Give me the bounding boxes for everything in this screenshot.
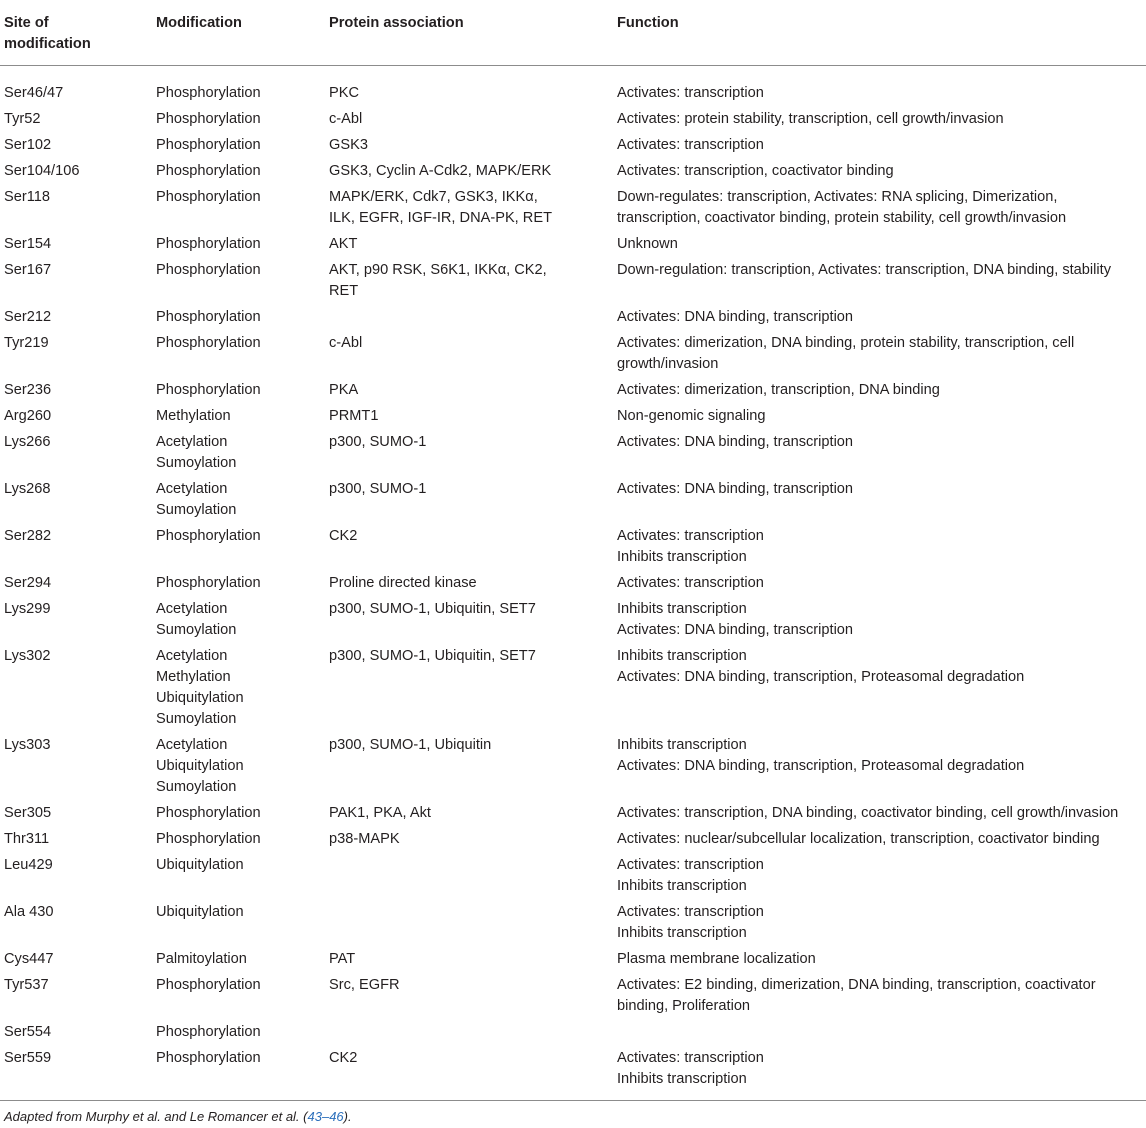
cell-protein-association: Src, EGFR bbox=[329, 977, 400, 993]
cell-function: Activates: transcription Inhibits transcription bbox=[617, 1050, 764, 1087]
cell-protein-association: GSK3 bbox=[329, 137, 368, 153]
table-row bbox=[0, 185, 1146, 232]
table-row bbox=[0, 1046, 1146, 1100]
cell-protein-association: GSK3, Cyclin A-Cdk2, MAPK/ERK bbox=[329, 163, 552, 179]
cell-site: Tyr537 bbox=[4, 977, 49, 993]
cell-function: Inhibits transcription Activates: DNA binding, transcription bbox=[617, 601, 854, 638]
cell-site: Lys303 bbox=[4, 737, 51, 753]
cell-site: Leu429 bbox=[4, 857, 53, 873]
cell-function: Down-regulation: transcription, Activates: transcription, DNA binding, stability bbox=[617, 262, 1111, 278]
table-row bbox=[0, 644, 1146, 733]
cell-protein-association: p300, SUMO-1, Ubiquitin, SET7 bbox=[329, 601, 536, 617]
cell-site: Ser167 bbox=[4, 262, 52, 278]
cell-site: Lys268 bbox=[4, 481, 51, 497]
cell-protein-association: MAPK/ERK, Cdk7, GSK3, IKKα, ILK, EGFR, IGF-IR, DNA-PK, RET bbox=[329, 189, 552, 226]
cell-site: Lys266 bbox=[4, 434, 51, 450]
cell-site: Ser559 bbox=[4, 1050, 52, 1066]
cell-function: Activates: transcription, coactivator binding bbox=[617, 163, 894, 179]
cell-site: Ser46/47 bbox=[4, 85, 64, 101]
cell-protein-association bbox=[325, 900, 613, 947]
cell-site: Lys302 bbox=[4, 648, 51, 664]
cell-protein-association: p38-MAPK bbox=[329, 831, 400, 847]
cell-site: Ser305 bbox=[4, 805, 52, 821]
cell-function: Activates: protein stability, transcription, cell growth/invasion bbox=[617, 111, 1004, 127]
table-row bbox=[0, 801, 1146, 827]
footnote-suffix: ). bbox=[343, 1109, 352, 1124]
table-row bbox=[0, 159, 1146, 185]
header-modification: Modification bbox=[152, 0, 325, 66]
header-function: Function bbox=[613, 0, 1146, 66]
cell-function: Plasma membrane localization bbox=[617, 951, 816, 967]
cell-protein-association: PAT bbox=[329, 951, 356, 967]
table-row bbox=[0, 973, 1146, 1020]
cell-site: Ser294 bbox=[4, 575, 52, 591]
cell-protein-association bbox=[325, 305, 613, 331]
table-row bbox=[0, 733, 1146, 801]
table-row bbox=[0, 477, 1146, 524]
cell-protein-association: c-Abl bbox=[329, 111, 363, 127]
table-row bbox=[0, 305, 1146, 331]
cell-function bbox=[613, 1020, 1146, 1046]
table-row bbox=[0, 947, 1146, 973]
table-row bbox=[0, 524, 1146, 571]
cell-site: Tyr219 bbox=[4, 335, 49, 351]
cell-site: Tyr52 bbox=[4, 111, 41, 127]
cell-site: Cys447 bbox=[4, 951, 54, 967]
table-row bbox=[0, 258, 1146, 305]
cell-modification: Methylation bbox=[156, 408, 231, 424]
cell-function: Activates: dimerization, transcription, DNA binding bbox=[617, 382, 940, 398]
cell-protein-association: Proline directed kinase bbox=[329, 575, 477, 591]
table-row bbox=[0, 66, 1146, 108]
table-row bbox=[0, 404, 1146, 430]
cell-function: Non-genomic signaling bbox=[617, 408, 766, 424]
cell-modification: Phosphorylation bbox=[156, 189, 261, 205]
cell-protein-association: AKT bbox=[329, 236, 358, 252]
cell-function: Inhibits transcription Activates: DNA binding, transcription, Proteasomal degradation bbox=[617, 648, 1025, 685]
cell-function: Activates: transcription bbox=[617, 85, 764, 101]
table-row bbox=[0, 827, 1146, 853]
cell-protein-association bbox=[325, 1020, 613, 1046]
cell-function: Activates: transcription bbox=[617, 137, 764, 153]
table-row bbox=[0, 107, 1146, 133]
cell-function: Activates: DNA binding, transcription bbox=[617, 481, 854, 497]
table-row bbox=[0, 430, 1146, 477]
cell-protein-association: PKC bbox=[329, 85, 360, 101]
table-row bbox=[0, 853, 1146, 900]
cell-modification: Acetylation Sumoylation bbox=[156, 481, 237, 518]
cell-modification: Phosphorylation bbox=[156, 335, 261, 351]
cell-modification: Phosphorylation bbox=[156, 575, 261, 591]
cell-modification: Phosphorylation bbox=[156, 85, 261, 101]
cell-protein-association: AKT, p90 RSK, S6K1, IKKα, CK2, RET bbox=[329, 262, 547, 299]
cell-function: Activates: transcription, DNA binding, coactivator binding, cell growth/invasion bbox=[617, 805, 1119, 821]
cell-function: Activates: transcription Inhibits transcription bbox=[617, 528, 764, 565]
header-protein-association: Protein association bbox=[325, 0, 613, 66]
cell-site: Ser554 bbox=[4, 1024, 52, 1040]
table-row bbox=[0, 597, 1146, 644]
cell-modification: Phosphorylation bbox=[156, 1050, 261, 1066]
cell-modification: Phosphorylation bbox=[156, 831, 261, 847]
table-header bbox=[0, 0, 1146, 66]
cell-site: Ser102 bbox=[4, 137, 52, 153]
cell-modification: Phosphorylation bbox=[156, 805, 261, 821]
cell-function: Inhibits transcription Activates: DNA binding, transcription, Proteasomal degradation bbox=[617, 737, 1025, 774]
table-row bbox=[0, 133, 1146, 159]
cell-function: Activates: transcription Inhibits transcription bbox=[617, 857, 764, 894]
table-footnote bbox=[0, 1101, 1146, 1126]
cell-protein-association: PRMT1 bbox=[329, 408, 379, 424]
cell-site: Thr311 bbox=[4, 831, 50, 847]
cell-protein-association: p300, SUMO-1, Ubiquitin bbox=[329, 737, 492, 753]
cell-function: Activates: dimerization, DNA binding, protein stability, transcription, cell growth/invasion bbox=[617, 335, 1075, 372]
cell-modification: Phosphorylation bbox=[156, 137, 261, 153]
cell-modification: Phosphorylation bbox=[156, 262, 261, 278]
cell-modification: Acetylation Ubiquitylation Sumoylation bbox=[156, 737, 244, 795]
footnote-prefix: Adapted from Murphy et al. and Le Romancer et al. ( bbox=[4, 1109, 308, 1124]
cell-protein-association bbox=[325, 853, 613, 900]
table-body bbox=[0, 66, 1146, 1101]
cell-modification: Acetylation Sumoylation bbox=[156, 601, 237, 638]
cell-modification: Phosphorylation bbox=[156, 528, 261, 544]
cell-modification: Phosphorylation bbox=[156, 236, 261, 252]
cell-site: Ser154 bbox=[4, 236, 52, 252]
table-row bbox=[0, 1020, 1146, 1046]
cell-modification: Acetylation Sumoylation bbox=[156, 434, 237, 471]
cell-modification: Phosphorylation bbox=[156, 382, 261, 398]
cell-modification: Phosphorylation bbox=[156, 163, 261, 179]
cell-modification: Ubiquitylation bbox=[156, 904, 244, 920]
cell-function: Activates: transcription Inhibits transcription bbox=[617, 904, 764, 941]
header-site: Site of modification bbox=[0, 0, 152, 66]
cell-function: Unknown bbox=[617, 236, 678, 252]
cell-function: Activates: DNA binding, transcription bbox=[617, 309, 854, 325]
cell-protein-association: p300, SUMO-1, Ubiquitin, SET7 bbox=[329, 648, 536, 664]
cell-modification: Phosphorylation bbox=[156, 977, 261, 993]
cell-function: Activates: E2 binding, dimerization, DNA binding, transcription, coactivator binding, Proliferation bbox=[617, 977, 1096, 1014]
cell-function: Activates: transcription bbox=[617, 575, 764, 591]
cell-function: Activates: DNA binding, transcription bbox=[617, 434, 854, 450]
cell-site: Lys299 bbox=[4, 601, 51, 617]
cell-site: Arg260 bbox=[4, 408, 52, 424]
table-row bbox=[0, 900, 1146, 947]
cell-protein-association: CK2 bbox=[329, 1050, 358, 1066]
cell-function: Activates: nuclear/subcellular localization, transcription, coactivator binding bbox=[617, 831, 1100, 847]
cell-protein-association: p300, SUMO-1 bbox=[329, 481, 427, 497]
table-row bbox=[0, 571, 1146, 597]
cell-protein-association: PKA bbox=[329, 382, 359, 398]
cell-modification: Phosphorylation bbox=[156, 309, 261, 325]
cell-modification: Phosphorylation bbox=[156, 111, 261, 127]
footnote-reference-link[interactable]: 43–46 bbox=[307, 1109, 344, 1124]
table-row bbox=[0, 232, 1146, 258]
cell-protein-association: p300, SUMO-1 bbox=[329, 434, 427, 450]
cell-modification: Palmitoylation bbox=[156, 951, 247, 967]
header-row bbox=[0, 0, 1146, 66]
cell-site: Ala 430 bbox=[4, 904, 54, 920]
cell-function: Down-regulates: transcription, Activates: RNA splicing, Dimerization, transcription, coactivator binding, protein stability, cell growth/invasion bbox=[617, 189, 1067, 226]
cell-protein-association: CK2 bbox=[329, 528, 358, 544]
cell-protein-association: c-Abl bbox=[329, 335, 363, 351]
table-row bbox=[0, 331, 1146, 378]
table-row bbox=[0, 378, 1146, 404]
cell-modification: Ubiquitylation bbox=[156, 857, 244, 873]
cell-site: Ser118 bbox=[4, 189, 50, 205]
cell-site: Ser212 bbox=[4, 309, 52, 325]
cell-protein-association: PAK1, PKA, Akt bbox=[329, 805, 431, 821]
cell-site: Ser236 bbox=[4, 382, 52, 398]
cell-site: Ser282 bbox=[4, 528, 52, 544]
cell-modification: Phosphorylation bbox=[156, 1024, 261, 1040]
cell-site: Ser104/106 bbox=[4, 163, 80, 179]
cell-modification: Acetylation Methylation Ubiquitylation Sumoylation bbox=[156, 648, 244, 727]
